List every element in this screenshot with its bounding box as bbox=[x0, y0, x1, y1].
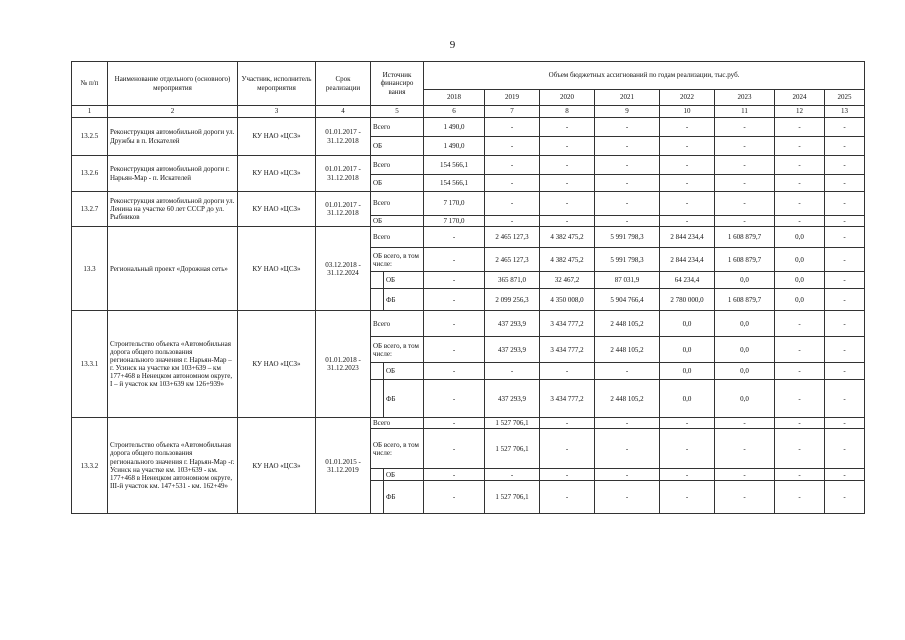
index-cell: 3 bbox=[238, 106, 316, 118]
row-source: Всего bbox=[371, 118, 424, 137]
value-cell: - bbox=[775, 337, 825, 363]
value-cell: 3 434 777,2 bbox=[540, 337, 595, 363]
value-cell: 0,0 bbox=[715, 380, 775, 418]
value-cell: - bbox=[660, 469, 715, 481]
row-source: ОБ bbox=[371, 216, 424, 227]
index-cell: 2 bbox=[108, 106, 238, 118]
year-header: 2020 bbox=[540, 90, 595, 106]
row-participant: КУ НАО «ЦСЗ» bbox=[238, 156, 316, 192]
row-source: Всего bbox=[371, 227, 424, 248]
value-cell: - bbox=[825, 311, 865, 337]
value-cell: - bbox=[660, 481, 715, 514]
value-cell: - bbox=[825, 481, 865, 514]
value-cell: 0,0 bbox=[660, 363, 715, 380]
row-source: ОБ bbox=[384, 272, 424, 289]
value-cell: 0,0 bbox=[660, 380, 715, 418]
value-cell: - bbox=[595, 216, 660, 227]
row-period: 01.01.2017 - 31.12.2018 bbox=[316, 192, 371, 227]
header-num: № п/п bbox=[72, 62, 108, 106]
value-cell: - bbox=[595, 418, 660, 429]
value-cell: - bbox=[485, 137, 540, 156]
value-cell: - bbox=[825, 175, 865, 192]
index-cell: 4 bbox=[316, 106, 371, 118]
value-cell: 154 566,1 bbox=[424, 175, 485, 192]
row-period: 01.01.2017 - 31.12.2018 bbox=[316, 156, 371, 192]
value-cell: - bbox=[660, 216, 715, 227]
year-header: 2022 bbox=[660, 90, 715, 106]
value-cell: - bbox=[775, 216, 825, 227]
value-cell: - bbox=[540, 363, 595, 380]
row-source: ОБ bbox=[371, 175, 424, 192]
row-source: Всего bbox=[371, 156, 424, 175]
row-number: 13.3.1 bbox=[72, 311, 108, 418]
value-cell: - bbox=[825, 248, 865, 272]
header-source: Источник финансиро вания bbox=[371, 62, 424, 106]
row-source: Всего bbox=[371, 418, 424, 429]
value-cell: 2 465 127,3 bbox=[485, 248, 540, 272]
index-cell: 5 bbox=[371, 106, 424, 118]
index-cell: 6 bbox=[424, 106, 485, 118]
value-cell: 64 234,4 bbox=[660, 272, 715, 289]
value-cell: - bbox=[825, 418, 865, 429]
year-header: 2023 bbox=[715, 90, 775, 106]
value-cell: - bbox=[540, 481, 595, 514]
row-participant: КУ НАО «ЦСЗ» bbox=[238, 418, 316, 514]
year-header: 2019 bbox=[485, 90, 540, 106]
value-cell: - bbox=[424, 272, 485, 289]
value-cell: - bbox=[540, 137, 595, 156]
value-cell: 437 293,9 bbox=[485, 337, 540, 363]
value-cell: - bbox=[595, 156, 660, 175]
value-cell: - bbox=[660, 175, 715, 192]
value-cell: - bbox=[715, 156, 775, 175]
row-name: Реконструкция автомобильной дороги г. Нарьян-Мар - п. Искателей bbox=[108, 156, 238, 192]
year-header: 2024 bbox=[775, 90, 825, 106]
value-cell: - bbox=[825, 227, 865, 248]
page-number: 9 bbox=[449, 39, 456, 51]
value-cell: - bbox=[775, 137, 825, 156]
value-cell: 4 382 475,2 bbox=[540, 248, 595, 272]
value-cell: 1 608 879,7 bbox=[715, 227, 775, 248]
value-cell: - bbox=[424, 429, 485, 469]
value-cell: - bbox=[424, 469, 485, 481]
value-cell: - bbox=[775, 429, 825, 469]
value-cell: 2 099 256,3 bbox=[485, 289, 540, 311]
row-name: Региональный проект «Дорожная сеть» bbox=[108, 227, 238, 311]
table-row bbox=[72, 118, 865, 137]
value-cell: - bbox=[775, 380, 825, 418]
value-cell: - bbox=[715, 429, 775, 469]
value-cell: - bbox=[775, 175, 825, 192]
row-number: 13.3.2 bbox=[72, 418, 108, 514]
value-cell: 7 170,0 bbox=[424, 216, 485, 227]
value-cell: - bbox=[485, 175, 540, 192]
value-cell: - bbox=[660, 429, 715, 469]
value-cell: - bbox=[825, 156, 865, 175]
value-cell: - bbox=[540, 216, 595, 227]
row-name: Строительство объекта «Автомобильная дорога общего пользования регионального значения г. Нарьян-Мар -г. Усинск на участке км. 103+639 - км. 177+468 в Ненецком автономном округе, III-й участок км. 147+531 - км. 162+49» bbox=[108, 418, 238, 514]
value-cell: - bbox=[595, 363, 660, 380]
row-number: 13.2.5 bbox=[72, 118, 108, 156]
value-cell: 1 490,0 bbox=[424, 118, 485, 137]
value-cell: 0,0 bbox=[775, 272, 825, 289]
value-cell: - bbox=[540, 469, 595, 481]
value-cell: 0,0 bbox=[715, 363, 775, 380]
value-cell: - bbox=[775, 156, 825, 175]
value-cell: - bbox=[660, 118, 715, 137]
value-cell: 2 448 105,2 bbox=[595, 380, 660, 418]
value-cell: 0,0 bbox=[775, 289, 825, 311]
value-cell: - bbox=[825, 137, 865, 156]
value-cell: 32 467,2 bbox=[540, 272, 595, 289]
value-cell: - bbox=[485, 216, 540, 227]
value-cell: - bbox=[424, 380, 485, 418]
value-cell: - bbox=[595, 192, 660, 216]
value-cell: - bbox=[485, 363, 540, 380]
value-cell: 87 031,9 bbox=[595, 272, 660, 289]
table-row bbox=[72, 311, 865, 337]
value-cell: - bbox=[540, 429, 595, 469]
index-cell: 13 bbox=[825, 106, 865, 118]
value-cell: - bbox=[775, 118, 825, 137]
value-cell: 2 844 234,4 bbox=[660, 248, 715, 272]
value-cell: - bbox=[660, 192, 715, 216]
value-cell: - bbox=[540, 156, 595, 175]
value-cell: - bbox=[775, 418, 825, 429]
index-cell: 8 bbox=[540, 106, 595, 118]
value-cell: - bbox=[825, 337, 865, 363]
value-cell: - bbox=[715, 118, 775, 137]
row-participant: КУ НАО «ЦСЗ» bbox=[238, 118, 316, 156]
year-header: 2025 bbox=[825, 90, 865, 106]
value-cell: 0,0 bbox=[715, 337, 775, 363]
row-source: ОБ bbox=[371, 137, 424, 156]
value-cell: - bbox=[595, 118, 660, 137]
value-cell: 365 871,0 bbox=[485, 272, 540, 289]
value-cell: 1 527 706,1 bbox=[485, 481, 540, 514]
row-name: Реконструкция автомобильной дороги ул. Ленина на участке 60 лет СССР до ул. Рыбников bbox=[108, 192, 238, 227]
row-period: 03.12.2018 - 31.12.2024 bbox=[316, 227, 371, 311]
row-participant: КУ НАО «ЦСЗ» bbox=[238, 227, 316, 311]
table-row bbox=[72, 418, 865, 429]
value-cell: - bbox=[715, 175, 775, 192]
year-header: 2021 bbox=[595, 90, 660, 106]
value-cell: - bbox=[424, 248, 485, 272]
value-cell: 0,0 bbox=[775, 227, 825, 248]
table-row bbox=[72, 192, 865, 216]
value-cell: 0,0 bbox=[715, 311, 775, 337]
value-cell: - bbox=[595, 429, 660, 469]
value-cell: - bbox=[424, 337, 485, 363]
index-cell: 11 bbox=[715, 106, 775, 118]
value-cell: - bbox=[825, 272, 865, 289]
row-source: ОБ всего, в том числе: bbox=[371, 429, 424, 469]
value-cell: - bbox=[540, 192, 595, 216]
value-cell: - bbox=[715, 137, 775, 156]
header-period: Срок реализации bbox=[316, 62, 371, 106]
value-cell: 5 904 766,4 bbox=[595, 289, 660, 311]
index-cell: 12 bbox=[775, 106, 825, 118]
value-cell: - bbox=[485, 469, 540, 481]
value-cell: - bbox=[424, 289, 485, 311]
value-cell: 7 170,0 bbox=[424, 192, 485, 216]
value-cell: - bbox=[715, 192, 775, 216]
value-cell: 1 608 879,7 bbox=[715, 248, 775, 272]
value-cell: 3 434 777,2 bbox=[540, 380, 595, 418]
value-cell: 0,0 bbox=[775, 248, 825, 272]
value-cell: - bbox=[715, 469, 775, 481]
row-participant: КУ НАО «ЦСЗ» bbox=[238, 192, 316, 227]
row-source: ОБ bbox=[384, 469, 424, 481]
budget-table bbox=[71, 61, 865, 514]
value-cell: - bbox=[424, 363, 485, 380]
value-cell: 1 527 706,1 bbox=[485, 429, 540, 469]
value-cell: - bbox=[825, 289, 865, 311]
value-cell: - bbox=[424, 227, 485, 248]
value-cell: - bbox=[825, 363, 865, 380]
value-cell: - bbox=[660, 418, 715, 429]
value-cell: 2 465 127,3 bbox=[485, 227, 540, 248]
value-cell: - bbox=[775, 363, 825, 380]
value-cell: - bbox=[540, 118, 595, 137]
value-cell: 437 293,9 bbox=[485, 311, 540, 337]
value-cell: - bbox=[595, 175, 660, 192]
value-cell: - bbox=[485, 118, 540, 137]
value-cell: 154 566,1 bbox=[424, 156, 485, 175]
row-name: Реконструкция автомобильной дороги ул. Дружбы в п. Искателей bbox=[108, 118, 238, 156]
value-cell: 1 527 706,1 bbox=[485, 418, 540, 429]
value-cell: 1 490,0 bbox=[424, 137, 485, 156]
value-cell: - bbox=[595, 137, 660, 156]
year-header: 2018 bbox=[424, 90, 485, 106]
row-source: ФБ bbox=[384, 481, 424, 514]
value-cell: - bbox=[660, 137, 715, 156]
value-cell: - bbox=[595, 481, 660, 514]
value-cell: 437 293,9 bbox=[485, 380, 540, 418]
value-cell: - bbox=[825, 118, 865, 137]
row-period: 01.01.2018 - 31.12.2023 bbox=[316, 311, 371, 418]
row-source: Всего bbox=[371, 311, 424, 337]
row-source: Всего bbox=[371, 192, 424, 216]
value-cell: - bbox=[715, 481, 775, 514]
value-cell: - bbox=[775, 469, 825, 481]
value-cell: - bbox=[825, 469, 865, 481]
header-name: Наименование отдельного (основного) мероприятия bbox=[108, 62, 238, 106]
value-cell: - bbox=[825, 429, 865, 469]
row-number: 13.3 bbox=[72, 227, 108, 311]
value-cell: - bbox=[775, 192, 825, 216]
value-cell: 0,0 bbox=[715, 272, 775, 289]
value-cell: - bbox=[424, 311, 485, 337]
value-cell: - bbox=[825, 380, 865, 418]
row-source: ФБ bbox=[384, 289, 424, 311]
value-cell: 2 780 000,0 bbox=[660, 289, 715, 311]
row-period: 01.01.2015 - 31.12.2019 bbox=[316, 418, 371, 514]
value-cell: 0,0 bbox=[660, 311, 715, 337]
value-cell: - bbox=[540, 175, 595, 192]
value-cell: - bbox=[775, 481, 825, 514]
table-row bbox=[72, 156, 865, 175]
value-cell: 4 382 475,2 bbox=[540, 227, 595, 248]
index-cell: 7 bbox=[485, 106, 540, 118]
value-cell: 5 991 798,3 bbox=[595, 227, 660, 248]
value-cell: 2 448 105,2 bbox=[595, 337, 660, 363]
value-cell: 1 608 879,7 bbox=[715, 289, 775, 311]
value-cell: 0,0 bbox=[660, 337, 715, 363]
row-source: ОБ bbox=[384, 363, 424, 380]
value-cell: - bbox=[540, 418, 595, 429]
row-number: 13.2.7 bbox=[72, 192, 108, 227]
value-cell: 2 844 234,4 bbox=[660, 227, 715, 248]
value-cell: 4 350 008,0 bbox=[540, 289, 595, 311]
value-cell: - bbox=[424, 481, 485, 514]
row-participant: КУ НАО «ЦСЗ» bbox=[238, 311, 316, 418]
value-cell: - bbox=[485, 156, 540, 175]
value-cell: - bbox=[825, 216, 865, 227]
value-cell: - bbox=[715, 216, 775, 227]
value-cell: - bbox=[595, 469, 660, 481]
value-cell: - bbox=[424, 418, 485, 429]
value-cell: - bbox=[485, 192, 540, 216]
value-cell: - bbox=[660, 156, 715, 175]
value-cell: - bbox=[715, 418, 775, 429]
value-cell: 3 434 777,2 bbox=[540, 311, 595, 337]
index-cell: 1 bbox=[72, 106, 108, 118]
row-source: ОБ всего, в том числе: bbox=[371, 248, 424, 272]
value-cell: - bbox=[775, 311, 825, 337]
row-source: ФБ bbox=[384, 380, 424, 418]
value-cell: 2 448 105,2 bbox=[595, 311, 660, 337]
row-source: ОБ всего, в том числе: bbox=[371, 337, 424, 363]
header-participant: Участник, исполнитель мероприятия bbox=[238, 62, 316, 106]
index-cell: 9 bbox=[595, 106, 660, 118]
value-cell: - bbox=[825, 192, 865, 216]
value-cell: 5 991 798,3 bbox=[595, 248, 660, 272]
table-row bbox=[72, 227, 865, 248]
row-name: Строительство объекта «Автомобильная дорога общего пользования регионального значения г. Нарьян-Мар – г. Усинск на участке км 103+639 – км 177+468 в Ненецком автономном округе, I – й участок км 103+639 км 126+939» bbox=[108, 311, 238, 418]
index-cell: 10 bbox=[660, 106, 715, 118]
row-number: 13.2.6 bbox=[72, 156, 108, 192]
row-period: 01.01.2017 - 31.12.2018 bbox=[316, 118, 371, 156]
header-budget: Объем бюджетных ассигнований по годам реализации, тыс.руб. bbox=[424, 62, 865, 90]
